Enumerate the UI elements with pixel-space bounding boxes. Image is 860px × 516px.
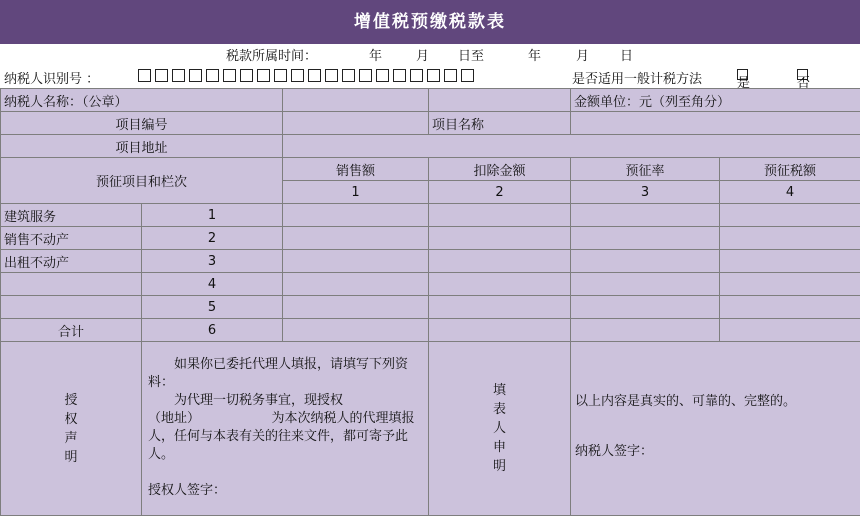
sales-cell[interactable] (283, 204, 429, 227)
project-address-row (1, 135, 860, 158)
taxpayer-id-digit-box[interactable] (308, 69, 321, 82)
authorizer-signature-label: 授权人签字： (148, 482, 422, 500)
taxpayer-id-digit-box[interactable] (240, 69, 253, 82)
taxpayer-id-digit-box[interactable] (172, 69, 185, 82)
taxpayer-signature-label: 纳税人签字： (575, 442, 856, 461)
sales-cell[interactable] (283, 296, 429, 319)
sales-cell[interactable] (283, 250, 429, 273)
row-line-number: 1 (142, 204, 283, 227)
column-header-row (1, 158, 860, 181)
row-item-label: 销售不动产 (1, 227, 142, 250)
rate-cell[interactable] (571, 250, 720, 273)
tax-cell[interactable] (720, 227, 860, 250)
deduction-cell[interactable] (429, 227, 571, 250)
tax-cell[interactable] (720, 319, 860, 342)
sales-cell[interactable] (283, 319, 429, 342)
table-row (1, 250, 860, 273)
start-year-label: 年 (369, 45, 382, 64)
taxpayer-id-digit-box[interactable] (138, 69, 151, 82)
row-item-label (1, 273, 142, 296)
tax-cell[interactable] (720, 250, 860, 273)
taxpayer-id-boxes[interactable] (138, 69, 474, 82)
row-line-number: 4 (142, 273, 283, 296)
project-name-label: 项目名称 (429, 112, 571, 135)
taxpayer-id-digit-box[interactable] (206, 69, 219, 82)
authorization-label: 授 权 声 明 (1, 342, 142, 516)
taxpayer-id-digit-box[interactable] (155, 69, 168, 82)
declaration-text (571, 342, 860, 516)
table-row (1, 227, 860, 250)
project-number-label: 项目编号 (1, 112, 283, 135)
prepayment-table (0, 88, 860, 516)
authorization-line-2: 为代理一切税务事宜，现授权 (148, 392, 422, 410)
taxpayer-id-row (0, 64, 860, 88)
taxpayer-id-digit-box[interactable] (461, 69, 474, 82)
row-item-label: 建筑服务 (1, 204, 142, 227)
col-number-1: 1 (283, 181, 429, 204)
authorization-text (142, 342, 429, 516)
project-address-label: 项目地址 (1, 135, 283, 158)
taxpayer-name-row (1, 89, 860, 112)
filler-declaration-label: 填 表 人 申 明 (429, 342, 571, 516)
taxpayer-id-label: 纳税人识别号 ： (4, 68, 99, 87)
col-header-sales: 销售额 (283, 158, 429, 181)
end-year-label: 年 (528, 45, 541, 64)
taxpayer-id-digit-box[interactable] (393, 69, 406, 82)
tax-cell[interactable] (720, 204, 860, 227)
taxpayer-id-digit-box[interactable] (257, 69, 270, 82)
tax-period-label: 税款所属时间： (226, 45, 317, 64)
rate-cell[interactable] (571, 273, 720, 296)
table-row (1, 204, 860, 227)
declaration-row (1, 342, 860, 516)
col-header-rate: 预征率 (571, 158, 720, 181)
taxpayer-name-label: 纳税人名称：（公章） (1, 89, 283, 112)
taxpayer-id-digit-box[interactable] (427, 69, 440, 82)
declaration-statement: 以上内容是真实的、可靠的、完整的。 (575, 392, 856, 411)
taxpayer-id-digit-box[interactable] (342, 69, 355, 82)
general-method-label: 是否适用一般计税方法 (572, 68, 702, 87)
end-day-label: 日 (620, 45, 633, 64)
deduction-cell[interactable] (429, 273, 571, 296)
sales-cell[interactable] (283, 273, 429, 296)
col-header-tax: 预征税额 (720, 158, 860, 181)
col-number-3: 3 (571, 181, 720, 204)
taxpayer-id-digit-box[interactable] (274, 69, 287, 82)
table-row (1, 296, 860, 319)
row-line-number: 6 (142, 319, 283, 342)
col-number-2: 2 (429, 181, 571, 204)
deduction-cell[interactable] (429, 204, 571, 227)
amount-unit-label: 金额单位：元（列至角分） (571, 89, 860, 112)
tax-cell[interactable] (720, 273, 860, 296)
project-number-row (1, 112, 860, 135)
tax-period-row (0, 44, 860, 64)
col-header-deduction: 扣除金额 (429, 158, 571, 181)
taxpayer-id-digit-box[interactable] (189, 69, 202, 82)
prepay-items-header: 预征项目和栏次 (1, 158, 283, 204)
yes-label: 是 (737, 72, 750, 91)
taxpayer-id-digit-box[interactable] (291, 69, 304, 82)
taxpayer-name-field[interactable] (283, 89, 429, 112)
taxpayer-id-digit-box[interactable] (325, 69, 338, 82)
col-number-4: 4 (720, 181, 860, 204)
start-month-label: 月 (416, 45, 429, 64)
rate-cell[interactable] (571, 296, 720, 319)
row-item-label: 合计 (1, 319, 142, 342)
taxpayer-id-digit-box[interactable] (223, 69, 236, 82)
taxpayer-name-extra-field[interactable] (429, 89, 571, 112)
taxpayer-id-digit-box[interactable] (359, 69, 372, 82)
row-line-number: 2 (142, 227, 283, 250)
end-month-label: 月 (576, 45, 589, 64)
form-title: 增值税预缴税款表 (0, 0, 860, 44)
start-day-label: 日至 (458, 45, 484, 64)
total-row (1, 319, 860, 342)
row-item-label: 出租不动产 (1, 250, 142, 273)
project-name-field[interactable] (571, 112, 860, 135)
taxpayer-id-digit-box[interactable] (444, 69, 457, 82)
deduction-cell[interactable] (429, 296, 571, 319)
row-item-label (1, 296, 142, 319)
tax-cell[interactable] (720, 296, 860, 319)
project-number-field[interactable] (283, 112, 429, 135)
rate-cell[interactable] (571, 319, 720, 342)
authorization-line-1: 如果你已委托代理人填报，请填写下列资料： (148, 356, 422, 392)
row-line-number: 5 (142, 296, 283, 319)
row-line-number: 3 (142, 250, 283, 273)
taxpayer-id-digit-box[interactable] (410, 69, 423, 82)
deduction-cell[interactable] (429, 319, 571, 342)
deduction-cell[interactable] (429, 250, 571, 273)
rate-cell[interactable] (571, 204, 720, 227)
no-label: 否 (797, 72, 810, 91)
table-row (1, 273, 860, 296)
rate-cell[interactable] (571, 227, 720, 250)
authorization-line-3: （地址） 为本次纳税人的代理填报人，任何与本表有关的往来文件，都可寄予此人。 (148, 410, 422, 464)
project-address-field[interactable] (283, 135, 860, 158)
taxpayer-id-digit-box[interactable] (376, 69, 389, 82)
sales-cell[interactable] (283, 227, 429, 250)
